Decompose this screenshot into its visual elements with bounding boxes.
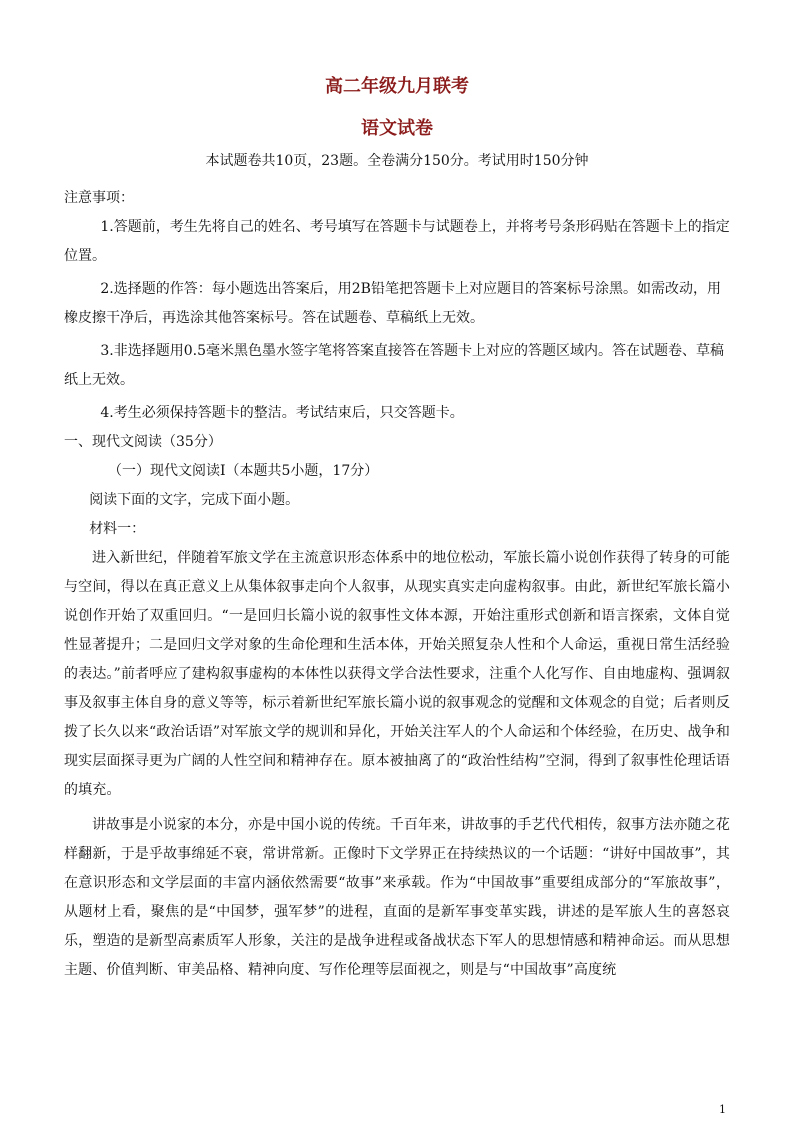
document-body (64, 184, 730, 985)
notice-item: 1.答题前，考生先将自己的姓名、考号填写在答题卡与试题卷上，并将考号条形码贴在答题卡上的指定位置。 (64, 219, 730, 264)
reading-instruction: 阅读下面的文字，完成下面小题。 (89, 492, 300, 508)
subsection-heading: （一）现代文阅读Ⅰ（本题共5小题，17分） (108, 463, 379, 479)
section-heading: 一、现代文阅读（35分） (64, 434, 222, 450)
material-paragraph: 讲故事是小说家的本分，亦是中国小说的传统。千百年来，讲故事的手艺代代相传，叙事方法亦随之花样翻新，于是乎故事绵延不衰，常讲常新。正像时下文学界正在持续热议的一个话题：“讲好中国故事”，其在意识形态和文学层面的丰富内涵依然需要“故事”来承载。作为“中国故事”重要组成部分的“军旅故事”，从题材上看，聚焦的是“中国梦，强军梦”的进程，直面的是新军事变革实践，讲述的是军旅人生的喜怒哀乐，塑造的是新型高素质军人形象，关注的是战争进程或备战状态下军人的思想情感和精神命运。而从思想主题、价值判断、审美品格、精神向度、写作伦理等层面视之，则是与“中国故事”高度统 (64, 817, 730, 978)
material-paragraph: 进入新世纪，伴随着军旅文学在主流意识形态体系中的地位松动，军旅长篇小说创作获得了转身的可能与空间，得以在真正意义上从集体叙事走向个人叙事，从现实真实走向虚构叙事。由此，新世纪军旅长篇小说创作开始了双重回归。“一是回归长篇小说的叙事性文体本源，开始注重形式创新和语言探索，文体自觉性显著提升；二是回归文学对象的生命伦理和生活本体，开始关照复杂人性和个人命运，重视日常生活经验的表达。”前者呼应了建构叙事虚构的本体性以获得文学合法性要求，注重个人化写作、自由地虚构、强调叙事及叙事主体自身的意义等等，标示着新世纪军旅长篇小说的叙事观念的觉醒和文体观念的自觉；后者则反拨了长久以来“政治话语”对军旅文学的规训和异化，开始关注军人的个人命运和个体经验，在历史、战争和现实层面探寻更为广阔的人性空间和精神存在。原本被抽离了的“政治性结构”空洞，得到了叙事性伦理话语的填充。 (64, 550, 730, 798)
subject-title: 语文试卷 (361, 118, 433, 139)
notice-item: 3.非选择题用0.5毫米黑色墨水签字笔将答案直接答在答题卡上对应的答题区域内。答在试题卷、草稿纸上无效。 (64, 343, 725, 388)
notice-item: 2.选择题的作答：每小题选出答案后，用2B铅笔把答题卡上对应题目的答案标号涂黑。如需改动，用橡皮擦干净后，再选涂其他答案标号。答在试题卷、草稿纸上无效。 (64, 281, 721, 326)
page-number: 1 (719, 1103, 726, 1116)
exam-title: 高二年级九月联考 (325, 76, 469, 97)
exam-info: 本试题卷共10页，23题。全卷满分150分。考试用时150分钟 (205, 153, 589, 169)
notice-heading: 注意事项： (64, 190, 134, 206)
notice-item: 4.考生必须保持答题卡的整洁。考试结束后，只交答题卡。 (100, 405, 464, 421)
material-label: 材料一： (89, 521, 146, 537)
